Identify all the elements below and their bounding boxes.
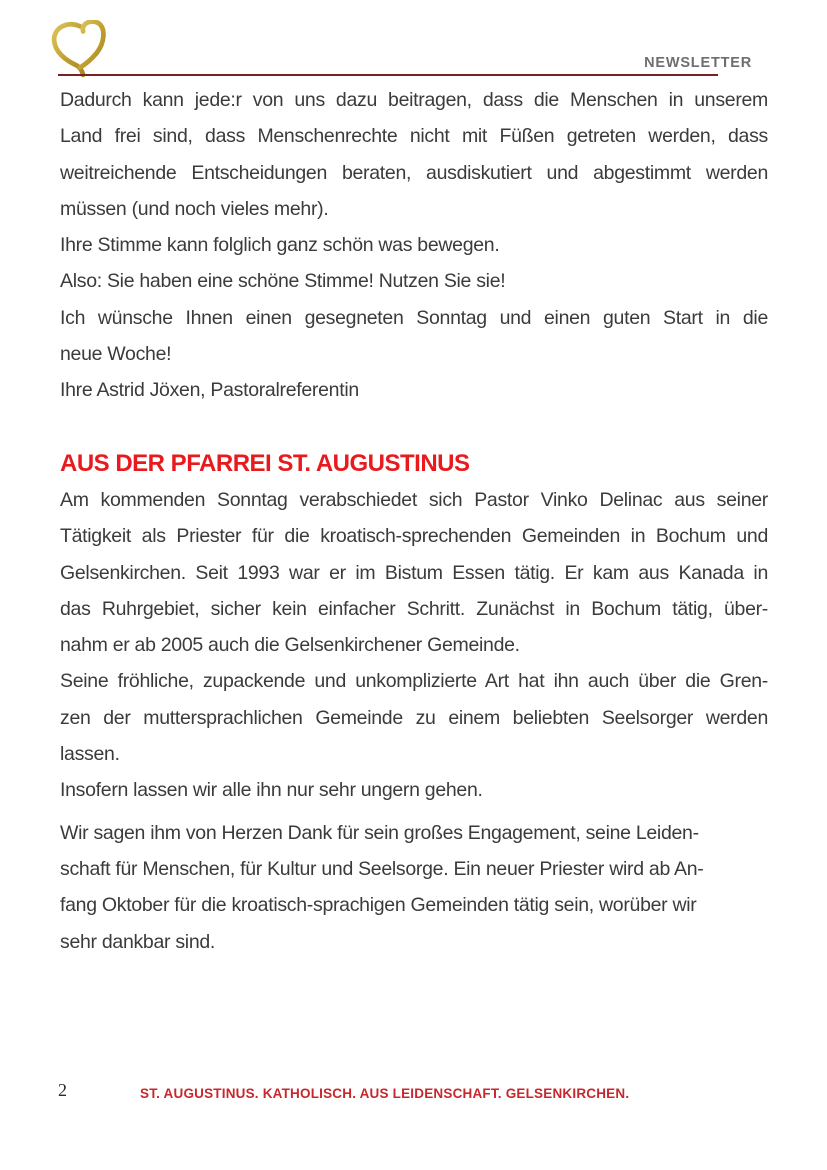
text-line: Ihre Stimme kann folglich ganz schön was bewegen. xyxy=(60,234,500,257)
paragraph xyxy=(60,663,768,772)
intro-paragraphs xyxy=(60,82,768,409)
text-line: Tätigkeit als Priester für die kroatisch-sprechenden Gemeinden in Bochum und xyxy=(60,525,768,548)
paragraph xyxy=(60,482,768,663)
paragraph xyxy=(60,227,768,263)
footer-tagline: ST. AUGUSTINUS. KATHOLISCH. AUS LEIDENSCHAFT. GELSENKIRCHEN. xyxy=(140,1086,630,1101)
paragraph xyxy=(60,772,768,808)
paragraph xyxy=(60,82,768,227)
text-line: lassen. xyxy=(60,743,120,766)
paragraph xyxy=(60,815,768,960)
text-line: zen der muttersprachlichen Gemeinde zu einem beliebten Seelsorger werden xyxy=(60,706,768,729)
text-line: müssen (und noch vieles mehr). xyxy=(60,197,329,220)
section-heading: AUS DER PFARREI ST. AUGUSTINUS xyxy=(60,450,470,477)
text-line: neue Woche! xyxy=(60,343,172,366)
text-line: Ihre Astrid Jöxen, Pastoralreferentin xyxy=(60,379,359,402)
text-line: Land frei sind, dass Menschenrechte nicht mit Füßen getreten werden, dass xyxy=(60,125,768,148)
section-paragraphs xyxy=(60,482,768,960)
text-line: sehr dankbar sind. xyxy=(60,930,216,953)
text-line: nahm er ab 2005 auch die Gelsenkirchener Gemeinde. xyxy=(60,634,520,657)
text-line: Ich wünsche Ihnen einen gesegneten Sonntag und einen guten Start in die xyxy=(60,306,768,329)
paragraph xyxy=(60,263,768,299)
text-line: Am kommenden Sonntag verabschiedet sich Pastor Vinko Delinac aus seiner xyxy=(60,489,768,511)
text-line: fang Oktober für die kroatisch-sprachigen Gemeinden tätig sein, worüber wir xyxy=(60,894,697,917)
page-number: 2 xyxy=(58,1080,67,1100)
text-line: Seine fröhliche, zupackende und unkomplizierte Art hat ihn auch über die Gren- xyxy=(60,670,768,693)
text-line: Dadurch kann jede:r von uns dazu beitragen, dass die Menschen in unserem xyxy=(60,89,768,111)
text-line: Gelsenkirchen. Seit 1993 war er im Bistum Essen tätig. Er kam aus Kanada in xyxy=(60,561,768,584)
text-line: das Ruhrgebiet, sicher kein einfacher Schritt. Zunächst in Bochum tätig, über- xyxy=(60,597,768,620)
text-line: Insofern lassen wir alle ihn nur sehr ungern gehen. xyxy=(60,779,483,802)
paragraph xyxy=(60,372,768,408)
newsletter-label: NEWSLETTER xyxy=(644,55,752,71)
text-line: schaft für Menschen, für Kultur und Seelsorge. Ein neuer Priester wird ab An- xyxy=(60,857,704,880)
text-line: Wir sagen ihm von Herzen Dank für sein großes Engagement, seine Leiden- xyxy=(60,821,699,844)
text-line: weitreichende Entscheidungen beraten, ausdiskutiert und abgestimmt werden xyxy=(60,161,768,184)
paragraph xyxy=(60,300,768,373)
header-rule xyxy=(58,74,718,76)
text-line: Also: Sie haben eine schöne Stimme! Nutzen Sie sie! xyxy=(60,270,506,293)
